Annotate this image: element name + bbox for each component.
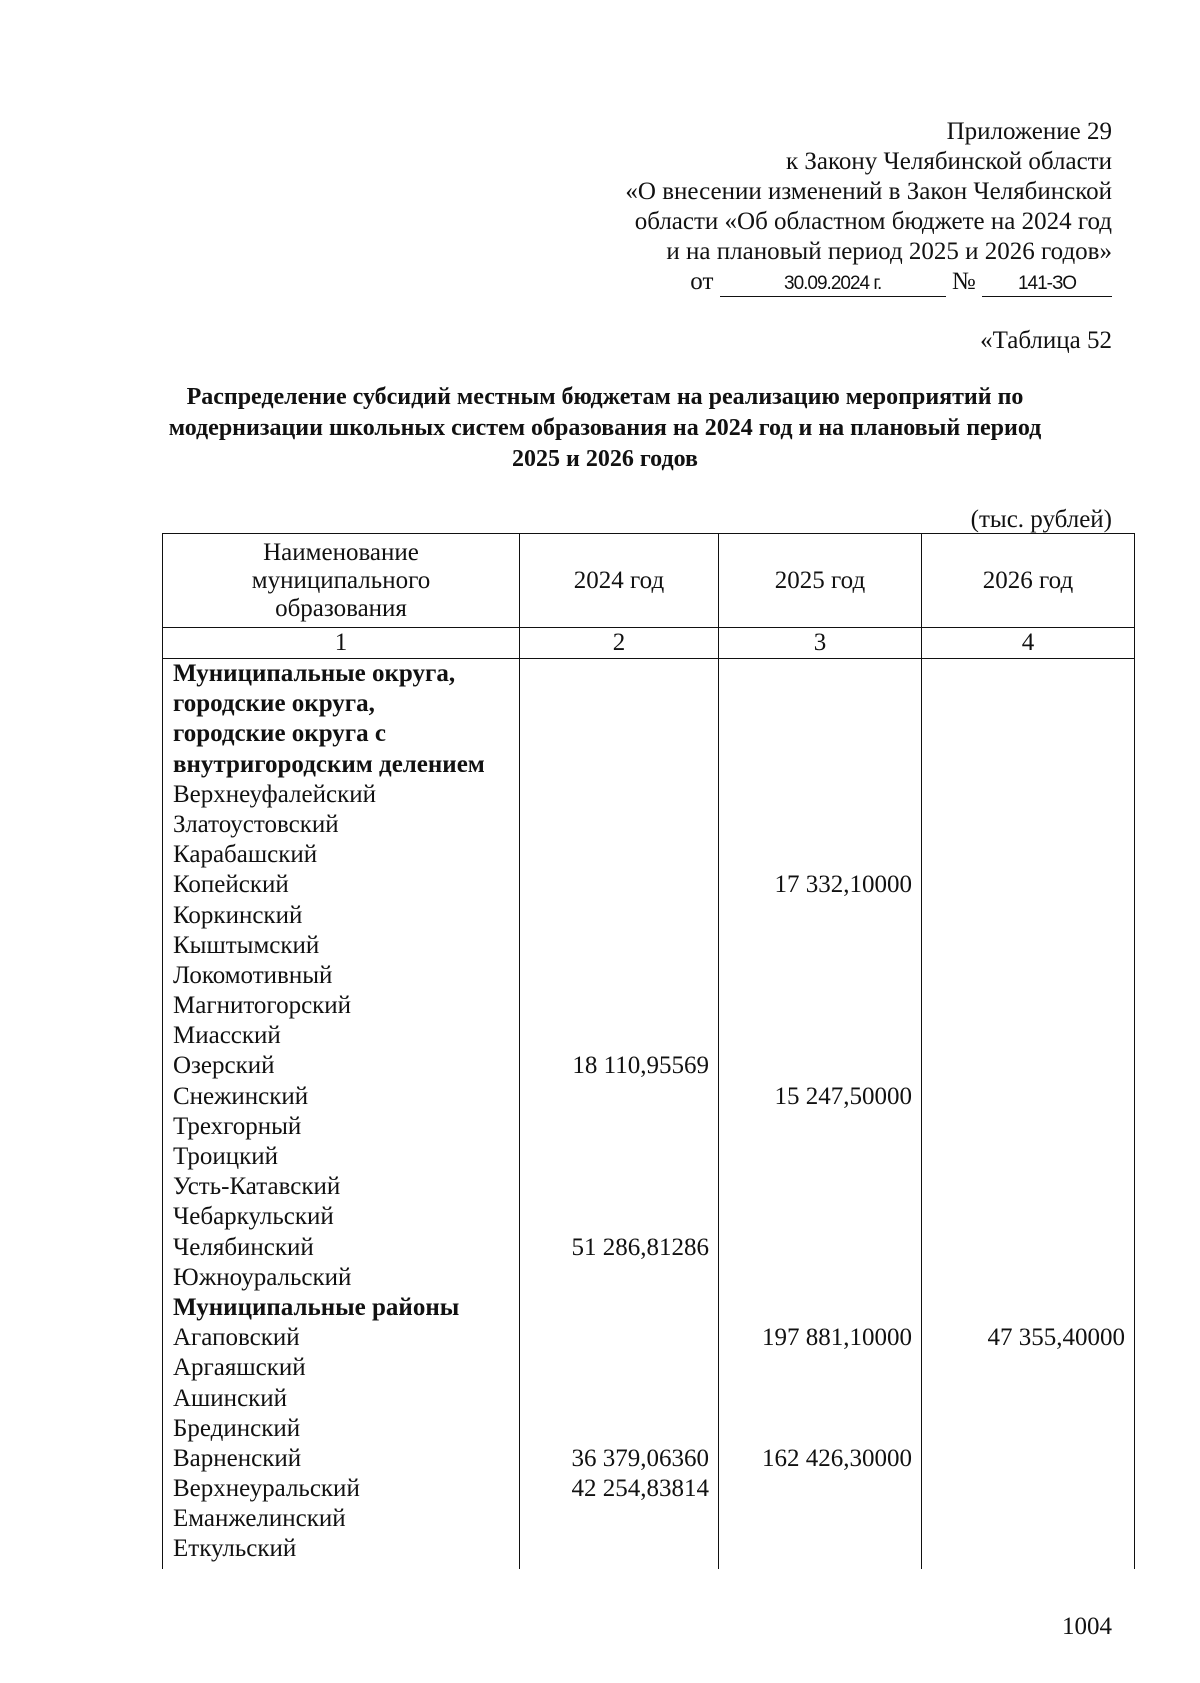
- law-number: 141-ЗО: [982, 272, 1112, 297]
- municipality-name: Карабашский: [173, 841, 318, 869]
- column-number-row: [163, 628, 1135, 659]
- subsidy-value-2025: [719, 1353, 921, 1383]
- municipality-column: [163, 659, 520, 1570]
- subsidy-value-2025: [719, 840, 921, 870]
- subsidy-value-2024: 18 110,95569: [572, 1052, 709, 1080]
- subsidy-value-2026: [922, 689, 1134, 719]
- municipality-name: Ашинский: [173, 1384, 288, 1412]
- subsidy-value-2024: [520, 1353, 718, 1383]
- municipality-name: Агаповский: [173, 1324, 300, 1352]
- municipality-name: Коркинский: [173, 901, 303, 929]
- subsidy-value-2024: [520, 1504, 718, 1534]
- date-number-line: [625, 267, 1112, 297]
- subsidy-value-2026: [922, 1293, 1134, 1323]
- subsidy-value-2025: 162 426,30000: [762, 1444, 912, 1472]
- subsidy-value-2026: [922, 1202, 1134, 1232]
- subsidy-value-2025: [719, 810, 921, 840]
- subsidy-value-2026: [922, 1414, 1134, 1444]
- subsidy-value-2026: [922, 1112, 1134, 1142]
- subsidy-value-2026: [922, 1233, 1134, 1263]
- subsidy-value-2024: [520, 1263, 718, 1293]
- law-title-line-3: и на плановый период 2025 и 2026 годов»: [666, 238, 1112, 265]
- subsidy-value-2025: [719, 961, 921, 991]
- municipality-name: Кыштымский: [173, 931, 320, 959]
- subsidy-value-2024: 36 379,06360: [571, 1444, 709, 1472]
- subsidy-value-2024: [520, 961, 718, 991]
- subsidy-value-2025: 15 247,50000: [774, 1082, 912, 1110]
- document-title: Распределение субсидий местным бюджетам на реализацию мероприятий по модернизации школьных систем образования на 2024 год и на плановый период 2025 и 2026 годов: [168, 384, 1042, 472]
- law-reference-line: к Закону Челябинской области: [786, 148, 1112, 175]
- date-prefix: от: [690, 268, 714, 295]
- subsidy-value-2025: [719, 719, 921, 749]
- subsidy-value-2025: [719, 750, 921, 780]
- column-number-1: 1: [163, 628, 520, 659]
- subsidy-value-2026: [922, 780, 1134, 810]
- header-2025: 2025 год: [719, 534, 922, 628]
- municipality-name: Чебаркульский: [173, 1203, 334, 1231]
- municipality-name: Копейский: [173, 871, 289, 899]
- municipality-name: Верхнеуфалейский: [173, 780, 376, 808]
- values-2026-column: [922, 659, 1135, 1570]
- subsidy-value-2025: [719, 1202, 921, 1232]
- law-title-line-1: «О внесении изменений в Закон Челябинской: [625, 178, 1112, 205]
- table-body-row: [163, 659, 1135, 1570]
- municipality-name: Верхнеуральский: [173, 1475, 360, 1503]
- column-number-3: 3: [719, 628, 922, 659]
- subsidy-value-2024: [520, 780, 718, 810]
- subsidy-value-2024: [520, 810, 718, 840]
- subsidy-value-2024: [520, 689, 718, 719]
- subsidy-value-2025: [719, 1112, 921, 1142]
- table-header-row: [163, 534, 1135, 628]
- subsidy-value-2025: [719, 1172, 921, 1202]
- subsidy-value-2024: 51 286,81286: [571, 1233, 709, 1261]
- page-number: 1004: [1062, 1613, 1112, 1640]
- subsidy-value-2026: [922, 870, 1134, 900]
- municipality-name: городские округа,: [173, 690, 375, 718]
- subsidy-value-2025: [719, 1504, 921, 1534]
- municipality-name: городские округа с: [173, 720, 386, 748]
- subsidy-value-2025: [719, 689, 921, 719]
- subsidy-value-2025: [719, 1474, 921, 1504]
- subsidy-value-2026: [922, 1444, 1134, 1474]
- subsidy-value-2026: [922, 840, 1134, 870]
- units-label: (тыс. рублей): [970, 506, 1112, 533]
- municipality-name: Троицкий: [173, 1143, 278, 1170]
- subsidy-value-2026: [922, 1534, 1134, 1564]
- subsidy-value-2025: [719, 1021, 921, 1051]
- subsidy-value-2024: [520, 991, 718, 1021]
- subsidy-value-2025: [719, 1051, 921, 1081]
- subsidy-value-2025: [719, 991, 921, 1021]
- subsidy-value-2024: [520, 870, 718, 900]
- subsidy-value-2026: [922, 1504, 1134, 1534]
- subsidy-value-2026: [922, 1172, 1134, 1202]
- subsidy-value-2026: [922, 750, 1134, 780]
- subsidy-value-2026: [922, 719, 1134, 749]
- subsidy-value-2024: [520, 1384, 718, 1414]
- subsidy-value-2024: [520, 840, 718, 870]
- subsidy-value-2025: [719, 901, 921, 931]
- subsidy-value-2026: [922, 1384, 1134, 1414]
- subsidy-value-2024: [520, 901, 718, 931]
- municipality-name: внутригородским делением: [173, 750, 485, 778]
- subsidy-value-2026: [922, 1353, 1134, 1383]
- municipality-name: Варненский: [173, 1444, 302, 1472]
- subsidy-value-2024: 42 254,83814: [571, 1475, 709, 1503]
- municipality-name: Озерский: [173, 1052, 275, 1080]
- municipality-name: Усть-Катавский: [173, 1173, 341, 1201]
- subsidy-value-2026: [922, 1021, 1134, 1051]
- subsidy-value-2024: [520, 719, 718, 749]
- municipality-name: Еткульский: [173, 1535, 297, 1563]
- subsidy-value-2024: [520, 931, 718, 961]
- subsidy-value-2025: [719, 1293, 921, 1323]
- municipality-name: Локомотивный: [173, 961, 333, 989]
- municipality-name: Снежинский: [173, 1082, 309, 1110]
- law-title-line-2: области «Об областном бюджете на 2024 год: [634, 208, 1112, 235]
- header-2024: 2024 год: [520, 534, 719, 628]
- subsidy-value-2026: [922, 1051, 1134, 1081]
- subsidy-value-2025: [719, 931, 921, 961]
- subsidy-value-2024: [520, 1202, 718, 1232]
- subsidy-value-2025: [719, 780, 921, 810]
- number-sign: №: [951, 268, 976, 295]
- subsidy-value-2024: [520, 1293, 718, 1323]
- subsidy-value-2025: [719, 1233, 921, 1263]
- table-label: «Таблица 52: [980, 327, 1112, 354]
- subsidy-value-2026: [922, 1474, 1134, 1504]
- municipality-name: Челябинский: [173, 1233, 314, 1261]
- municipality-name: Брединский: [173, 1414, 301, 1442]
- subsidy-value-2024: [520, 659, 718, 689]
- law-date: 30.09.2024 г.: [720, 272, 946, 297]
- subsidy-value-2026: [922, 931, 1134, 961]
- subsidy-value-2025: [719, 1142, 921, 1172]
- subsidy-value-2024: [520, 1172, 718, 1202]
- header-2026: 2026 год: [922, 534, 1135, 628]
- subsidy-table: [162, 533, 1135, 1569]
- subsidy-value-2026: [922, 1142, 1134, 1172]
- header-municipality: Наименование муниципального образования: [163, 534, 520, 628]
- subsidy-value-2026: [922, 901, 1134, 931]
- subsidy-value-2026: [922, 991, 1134, 1021]
- municipality-name: Златоустовский: [173, 810, 339, 838]
- municipality-name: Муниципальные районы: [173, 1293, 460, 1321]
- subsidy-value-2024: [520, 1534, 718, 1564]
- subsidy-value-2026: [922, 1082, 1134, 1112]
- municipality-name: Магнитогорский: [173, 992, 352, 1020]
- subsidy-value-2024: [520, 1142, 718, 1172]
- municipality-name: Муниципальные округа,: [173, 660, 456, 687]
- subsidy-value-2025: 17 332,10000: [774, 871, 912, 899]
- subsidy-value-2025: [719, 1263, 921, 1293]
- municipality-name: Аргаяшский: [173, 1354, 306, 1382]
- municipality-name: Южноуральский: [173, 1263, 352, 1291]
- subsidy-value-2024: [520, 750, 718, 780]
- subsidy-value-2024: [520, 1021, 718, 1051]
- subsidy-value-2025: [719, 1414, 921, 1444]
- values-2024-column: [520, 659, 719, 1570]
- subsidy-value-2026: 47 355,40000: [987, 1324, 1125, 1352]
- subsidy-value-2024: [520, 1082, 718, 1112]
- subsidy-value-2024: [520, 1112, 718, 1142]
- subsidy-value-2025: [719, 1534, 921, 1564]
- subsidy-value-2024: [520, 1323, 718, 1353]
- subsidy-value-2025: [719, 659, 921, 689]
- values-2025-column: [719, 659, 922, 1570]
- column-number-4: 4: [922, 628, 1135, 659]
- column-number-2: 2: [520, 628, 719, 659]
- subsidy-value-2026: [922, 659, 1134, 689]
- municipality-name: Еманжелинский: [173, 1505, 346, 1533]
- subsidy-value-2026: [922, 810, 1134, 840]
- subsidy-value-2024: [520, 1414, 718, 1444]
- subsidy-value-2026: [922, 961, 1134, 991]
- document-header: [625, 117, 1112, 297]
- subsidy-value-2025: [719, 1384, 921, 1414]
- subsidy-value-2025: 197 881,10000: [762, 1324, 912, 1352]
- municipality-name: Трехгорный: [173, 1112, 302, 1140]
- municipality-name: Миасский: [173, 1022, 281, 1050]
- subsidy-value-2026: [922, 1263, 1134, 1293]
- appendix-line: Приложение 29: [946, 118, 1112, 145]
